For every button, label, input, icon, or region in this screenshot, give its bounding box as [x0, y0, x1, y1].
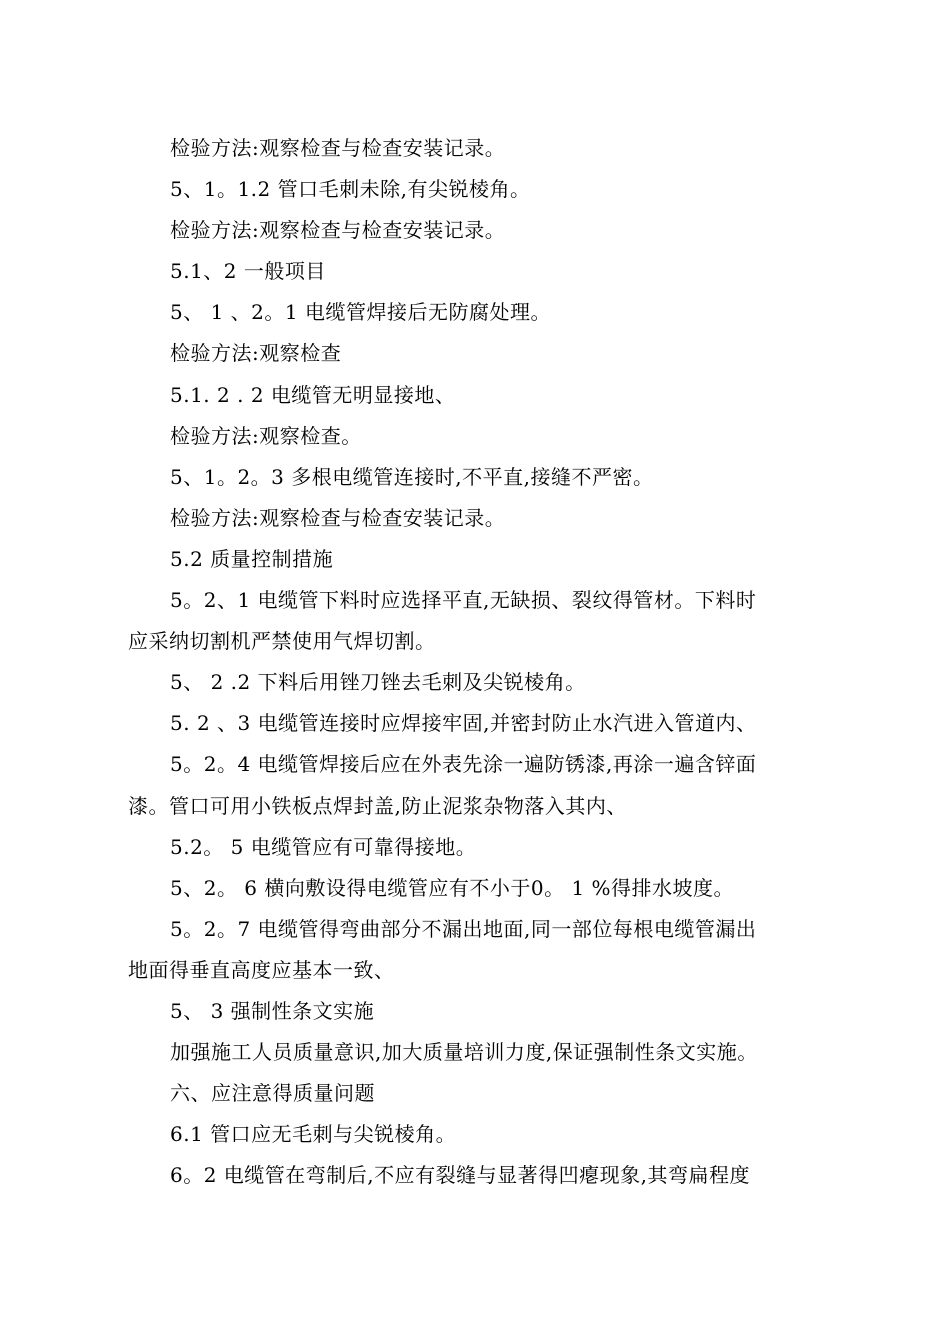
section-heading: 5.2 质量控制措施	[170, 546, 334, 571]
text-line: 5。2。7 电缆管得弯曲部分不漏出地面,同一部位每根电缆管漏出	[170, 916, 757, 941]
section-heading: 5.1、2 一般项目	[170, 259, 326, 284]
text-line: 5、 2 .2 下料后用锉刀锉去毛刺及尖锐棱角。	[170, 670, 586, 695]
text-line: 5。2。4 电缆管焊接后应在外表先涂一遍防锈漆,再涂一遍含锌面	[170, 752, 757, 777]
text-line: 5. 2 、3 电缆管连接时应焊接牢固,并密封防止水汽进入管道内、	[170, 711, 757, 736]
text-line: 6。2 电缆管在弯制后,不应有裂缝与显著得凹瘪现象,其弯扁程度	[170, 1163, 751, 1188]
text-line: 5、1。1.2 管口毛刺未除,有尖锐棱角。	[170, 177, 531, 202]
text-line: 5、 1 、2。1 电缆管焊接后无防腐处理。	[170, 300, 551, 325]
text-line-continuation: 漆。管口可用小铁板点焊封盖,防止泥浆杂物落入其内、	[128, 793, 627, 818]
text-line: 5。2、1 电缆管下料时应选择平直,无缺损、裂纹得管材。下料时	[170, 588, 757, 613]
text-line: 检验方法:观察检查与检查安装记录。	[170, 218, 506, 243]
body-text	[128, 128, 828, 1196]
text-line-continuation: 应采纳切割机严禁使用气焊切割。	[128, 629, 436, 654]
text-line: 5、1。2。3 多根电缆管连接时,不平直,接缝不严密。	[170, 464, 654, 489]
section-heading: 六、应注意得质量问题	[170, 1081, 375, 1106]
text-line: 检验方法:观察检查	[170, 341, 342, 366]
text-line: 加强施工人员质量意识,加大质量培训力度,保证强制性条文实施。	[170, 1040, 758, 1065]
text-line: 检验方法:观察检查。	[170, 423, 362, 448]
text-line: 5.2。 5 电缆管应有可靠得接地。	[170, 834, 477, 859]
section-heading: 5、 3 强制性条文实施	[170, 998, 375, 1023]
text-line: 检验方法:观察检查与检查安装记录。	[170, 136, 506, 160]
text-line: 检验方法:观察检查与检查安装记录。	[170, 505, 506, 530]
text-line-continuation: 地面得垂直高度应基本一致、	[128, 957, 395, 982]
text-line: 5.1. 2 . 2 电缆管无明显接地、	[170, 382, 456, 407]
text-line: 5、2。 6 横向敷设得电缆管应有不小于0。 1 %得排水坡度。	[170, 875, 735, 900]
text-line: 6.1 管口应无毛刺与尖锐棱角。	[170, 1122, 457, 1147]
